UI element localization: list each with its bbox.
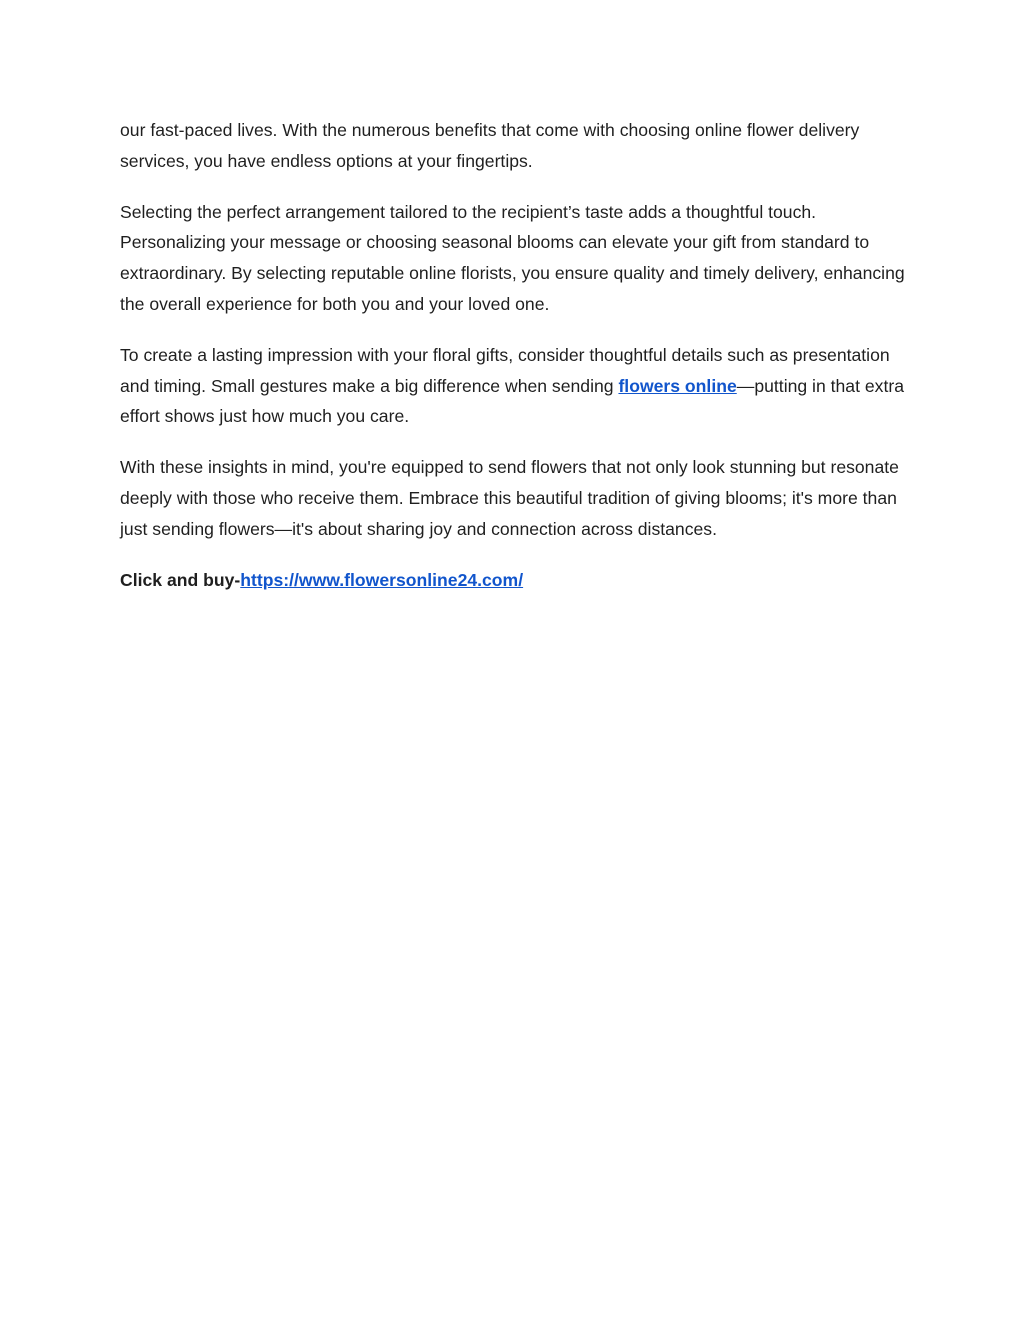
website-url-link[interactable]: https://www.flowersonline24.com/ — [240, 569, 524, 590]
paragraph-insights: With these insights in mind, you're equipped to send flowers that not only look stunning but resonate deeply with those who receive them. Embrace this beautiful tradition of giving blooms; it's more than just sending flowers—it's about sharing joy and connection across distances. — [120, 457, 899, 539]
paragraph-intro: our fast-paced lives. With the numerous benefits that come with choosing online flower delivery services, you have endless options at your fingertips. — [120, 120, 860, 171]
paragraph-arrangement: Selecting the perfect arrangement tailored to the recipient’s taste adds a thoughtful touch. Personalizing your message or choosing seasonal blooms can elevate your gift from standard to extraordinary. By selecting reputable online florists, you ensure quality and timely delivery, enhancing the overall experience for both you and your loved one. — [120, 201, 905, 314]
document-body — [120, 115, 906, 615]
flowers-online-link[interactable]: flowers online — [618, 375, 737, 396]
cta-label: Click and buy- — [120, 569, 241, 590]
paragraph-impression-text-after: —putting in that extra effort shows just how much you care. — [120, 375, 904, 427]
paragraph-impression — [120, 340, 906, 432]
paragraph-impression-text-before: To create a lasting impression with your floral gifts, consider thoughtful details such as presentation and timing. Small gestures make a big difference when sending — [120, 344, 890, 396]
call-to-action — [120, 565, 906, 596]
